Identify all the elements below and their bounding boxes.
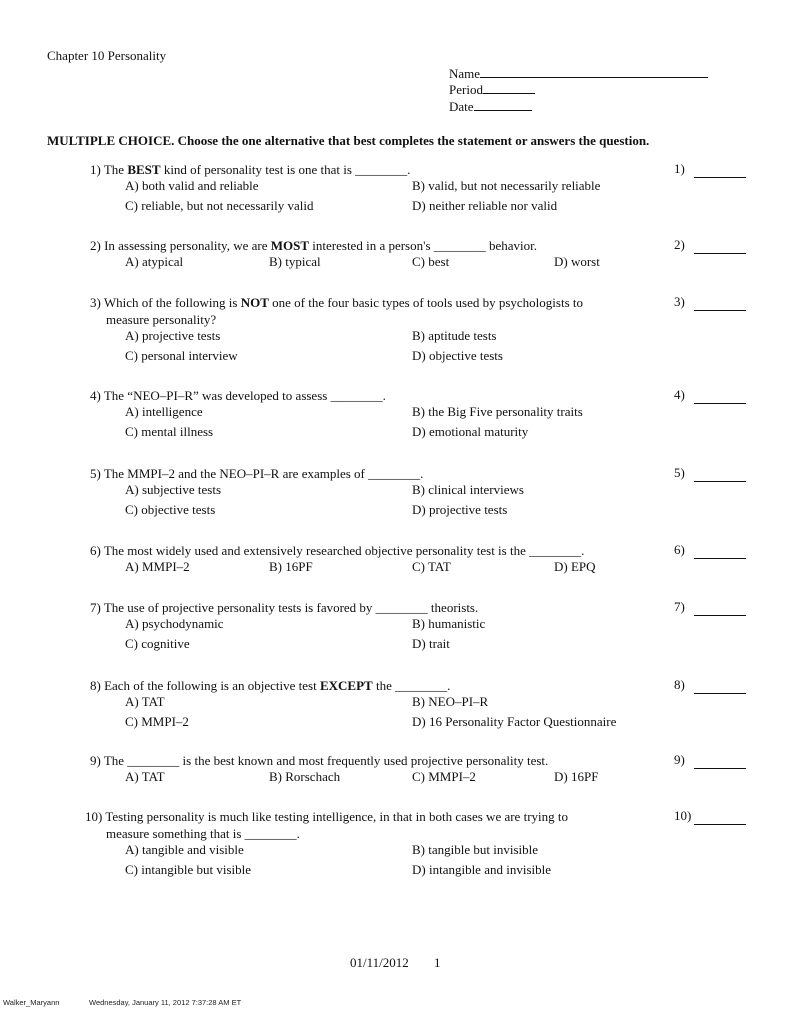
option-a: A) both valid and reliable [125, 178, 259, 193]
author-stamp: Walker_Maryann [3, 998, 60, 1007]
period-blank [483, 82, 535, 94]
question-stem [90, 677, 650, 694]
answer-number: 10) [674, 808, 692, 823]
stem-text: 2) In assessing personality, we are [90, 238, 271, 253]
option-d: D) EPQ [554, 559, 596, 574]
answer-blank[interactable] [694, 387, 746, 404]
stem-text-end: kind of personality test is one that is ________. [160, 162, 411, 177]
option-a: A) psychodynamic [125, 616, 224, 631]
stem-emphasis: NOT [240, 295, 269, 310]
option-d: D) worst [554, 254, 600, 269]
option-c: C) TAT [412, 559, 451, 574]
question-stem [90, 465, 650, 482]
answer-number: 7) [674, 599, 685, 614]
option-a: A) TAT [125, 694, 165, 709]
instructions: MULTIPLE CHOICE. Choose the one alternative that best completes the statement or answers the question. [47, 133, 650, 148]
option-c: C) MMPI–2 [412, 769, 476, 784]
stem-text: 9) The ________ is the best known and most frequently used projective personality test. [90, 753, 549, 768]
date-label: Date [449, 99, 474, 114]
question-stem [90, 387, 650, 404]
option-d: D) intangible and invisible [412, 862, 552, 877]
answer-number: 8) [674, 677, 685, 692]
stem-emphasis: MOST [270, 238, 310, 253]
option-b: B) tangible but invisible [412, 842, 539, 857]
question-stem [90, 542, 650, 559]
option-a: A) atypical [125, 254, 184, 269]
answer-number: 2) [674, 237, 685, 252]
date-field [449, 99, 532, 115]
question-stem [90, 294, 650, 328]
answer-number: 6) [674, 542, 685, 557]
answer-blank[interactable] [694, 161, 746, 178]
question-stem [90, 599, 650, 616]
stem-text: 7) The use of projective personality tests is favored by ________ theorists. [90, 600, 479, 615]
answer-number: 5) [674, 465, 685, 480]
answer-blank[interactable] [694, 294, 746, 311]
footer-date: 01/11/2012 [350, 955, 409, 970]
option-b: B) Rorschach [269, 769, 341, 784]
answer-blank[interactable] [694, 465, 746, 482]
answer-blank[interactable] [694, 542, 746, 559]
timestamp: Wednesday, January 11, 2012 7:37:28 AM ET [89, 998, 242, 1007]
answer-number: 3) [674, 294, 685, 309]
question-stem [90, 752, 650, 769]
option-a: A) TAT [125, 769, 165, 784]
answer-blank[interactable] [694, 237, 746, 254]
answer-number: 4) [674, 387, 685, 402]
option-d: D) objective tests [412, 348, 503, 363]
stem-continuation: measure something that is ________. [106, 826, 300, 841]
option-a: A) MMPI–2 [125, 559, 190, 574]
answer-blank[interactable] [694, 752, 746, 769]
option-c: C) MMPI–2 [125, 714, 189, 729]
stem-emphasis: BEST [127, 162, 161, 177]
stem-text: 1) The [90, 162, 128, 177]
option-b: B) valid, but not necessarily reliable [412, 178, 601, 193]
option-d: D) 16PF [554, 769, 599, 784]
option-b: B) typical [269, 254, 321, 269]
name-label: Name [449, 66, 481, 81]
stem-text-end: one of the four basic types of tools used by psychologists to [268, 295, 583, 310]
answer-blank[interactable] [694, 677, 746, 694]
stem-text: 5) The MMPI–2 and the NEO–PI–R are examples of ________. [90, 466, 424, 481]
answer-number: 9) [674, 752, 685, 767]
period-label: Period [449, 82, 483, 97]
option-c: C) intangible but visible [125, 862, 252, 877]
stem-text: 4) The “NEO–PI–R” was developed to assess ________. [90, 388, 386, 403]
option-d: D) trait [412, 636, 450, 651]
stem-text-end: interested in a person's ________ behavior. [309, 238, 538, 253]
option-d: D) 16 Personality Factor Questionnaire [412, 714, 617, 729]
answer-number: 1) [674, 161, 685, 176]
option-c: C) objective tests [125, 502, 216, 517]
stem-text: 3) Which of the following is [90, 295, 241, 310]
option-b: B) NEO–PI–R [412, 694, 489, 709]
option-b: B) clinical interviews [412, 482, 524, 497]
option-c: C) best [412, 254, 450, 269]
option-b: B) the Big Five personality traits [412, 404, 583, 419]
option-a: A) tangible and visible [125, 842, 244, 857]
stem-text: 8) Each of the following is an objective test [90, 678, 320, 693]
answer-blank[interactable] [694, 599, 746, 616]
option-c: C) mental illness [125, 424, 214, 439]
stem-text: 10) Testing personality is much like testing intelligence, in that in both cases we are trying to [85, 809, 568, 824]
page-number: 1 [434, 955, 441, 970]
question-stem [90, 161, 650, 178]
stem-text: 6) The most widely used and extensively researched objective personality test is the ________. [90, 543, 585, 558]
option-b: B) aptitude tests [412, 328, 497, 343]
date-blank [474, 99, 532, 111]
option-b: B) humanistic [412, 616, 486, 631]
name-field [449, 66, 708, 82]
option-d: D) projective tests [412, 502, 508, 517]
period-field [449, 82, 535, 98]
option-b: B) 16PF [269, 559, 313, 574]
stem-emphasis: EXCEPT [319, 678, 373, 693]
answer-blank[interactable] [694, 808, 746, 825]
option-c: C) reliable, but not necessarily valid [125, 198, 314, 213]
question-stem [90, 237, 650, 254]
option-a: A) projective tests [125, 328, 221, 343]
option-c: C) personal interview [125, 348, 238, 363]
chapter-title: Chapter 10 Personality [47, 48, 167, 63]
option-d: D) neither reliable nor valid [412, 198, 558, 213]
option-c: C) cognitive [125, 636, 190, 651]
option-a: A) subjective tests [125, 482, 222, 497]
option-d: D) emotional maturity [412, 424, 529, 439]
stem-text-end: the ________. [372, 678, 451, 693]
question-stem [85, 808, 645, 842]
name-blank [480, 66, 708, 78]
stem-continuation: measure personality? [106, 312, 217, 327]
option-a: A) intelligence [125, 404, 203, 419]
